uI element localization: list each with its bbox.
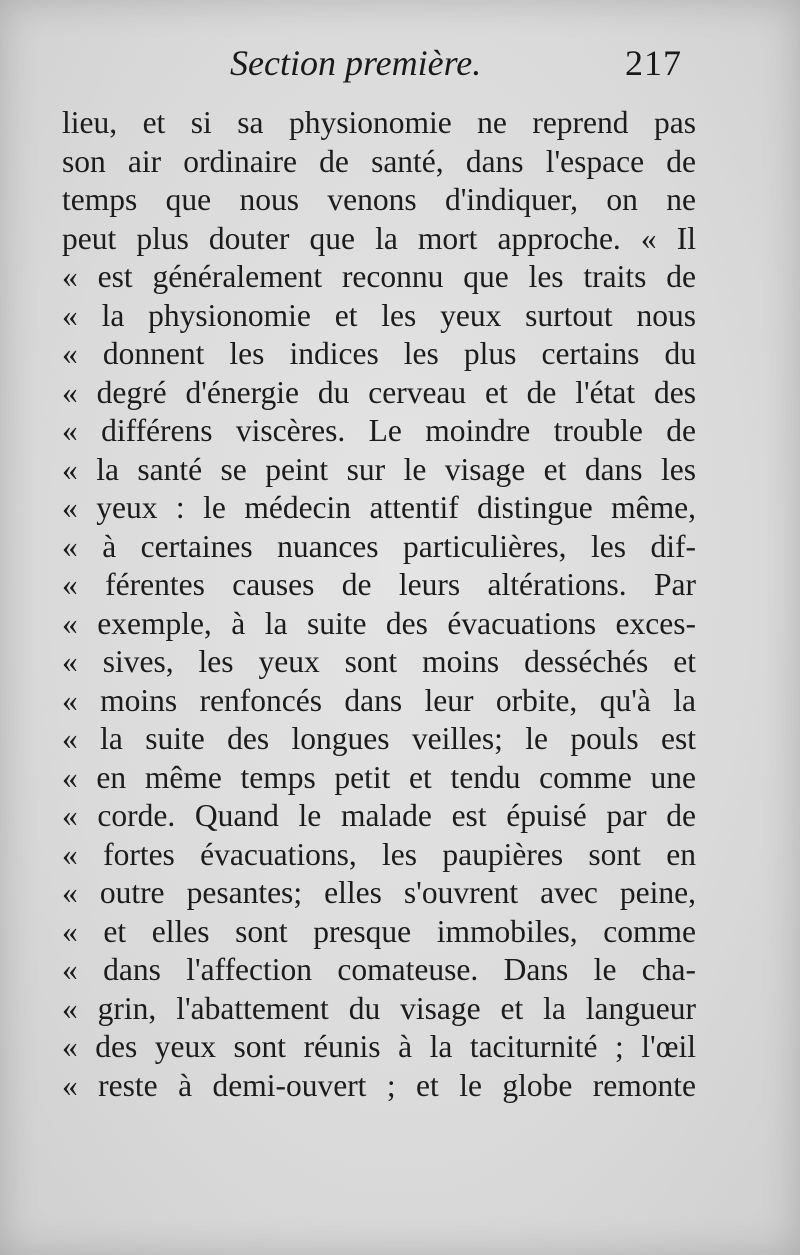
text-line: « donnent les indices les plus certains du: [62, 336, 696, 371]
text-line: « férentes causes de leurs altérations. Par: [62, 567, 696, 602]
text-line: « outre pesantes; elles s'ouvrent avec peine,: [62, 875, 696, 910]
text-line: peut plus douter que la mort approche. « Il: [62, 220, 696, 256]
text-line: « dans l'affection comateuse. Dans le cha-: [62, 952, 696, 987]
text-line: « en même temps petit et tendu comme une: [62, 759, 696, 795]
text-line: « degré d'énergie du cerveau et de l'état des: [62, 374, 696, 410]
text-line: « à certaines nuances particulières, les dif-: [62, 528, 696, 564]
text-line: « la suite des longues veilles; le pouls est: [62, 721, 696, 756]
text-line: « corde. Quand le malade est épuisé par de: [62, 798, 696, 833]
text-line: « sives, les yeux sont moins desséchés et: [62, 644, 696, 679]
text-line: « fortes évacuations, les paupières sont en: [62, 836, 696, 872]
section-title: Section première.: [230, 43, 482, 83]
text-line: « la physionomie et les yeux surtout nous: [62, 297, 696, 333]
text-line: « exemple, à la suite des évacuations exces-: [62, 605, 696, 641]
text-line: « différens viscères. Le moindre trouble de: [62, 413, 696, 448]
text-line: lieu, et si sa physionomie ne reprend pas: [62, 105, 696, 140]
page-number: 217: [625, 43, 682, 83]
text-line: « moins renfoncés dans leur orbite, qu'à la: [62, 682, 696, 718]
text-line: « est généralement reconnu que les traits de: [62, 259, 696, 294]
text-line: son air ordinaire de santé, dans l'espace de: [62, 143, 696, 179]
text-line: « et elles sont presque immobiles, comme: [62, 913, 696, 949]
text-line: « yeux : le médecin attentif distingue même,: [62, 490, 696, 525]
body-text: [62, 104, 696, 1105]
text-line: « reste à demi-ouvert ; et le globe remonte: [62, 1067, 696, 1103]
text-line: « des yeux sont réunis à la taciturnité ; l'œil: [62, 1029, 696, 1064]
running-head: [62, 42, 682, 94]
text-line: « grin, l'abattement du visage et la langueur: [62, 990, 696, 1026]
text-line: temps que nous venons d'indiquer, on ne: [62, 182, 696, 217]
text-line: « la santé se peint sur le visage et dans les: [62, 451, 696, 487]
